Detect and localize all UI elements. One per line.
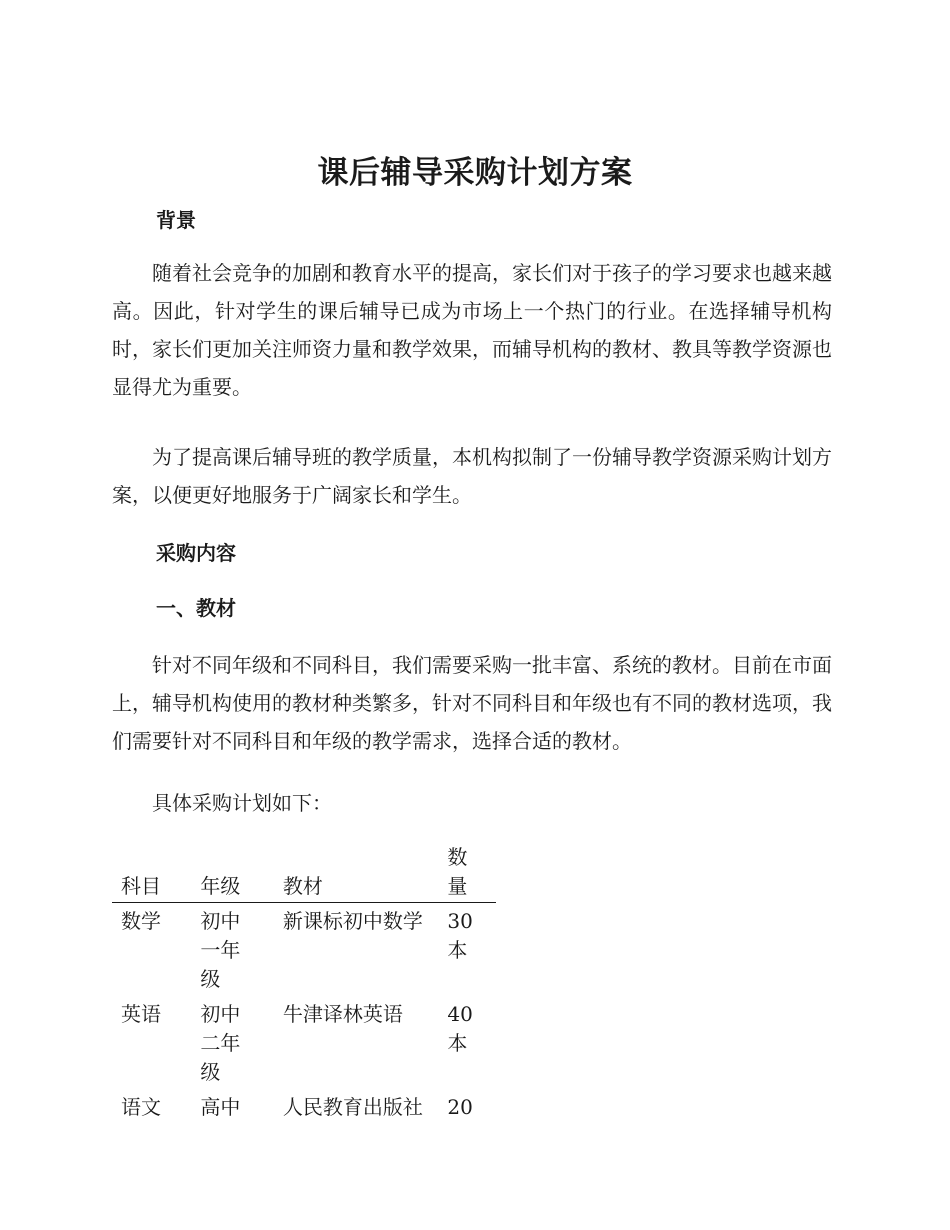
section-heading-background: 背景 — [156, 208, 196, 232]
column-header-grade: 年级 — [200, 874, 241, 898]
cell-grade — [191, 903, 274, 997]
table-row — [112, 996, 496, 1089]
cell-quantity — [438, 903, 496, 997]
table-row — [112, 903, 496, 997]
background-paragraph-1: 随着社会竞争的加剧和教育水平的提高，家长们对于孩子的学习要求也越来越高。因此，针对学生的课后辅导已成为市场上一个热门的行业。在选择辅导机构时，家长们更加关注师资力量和教学效果，而辅导机构的教材、教具等教学资源也显得尤为重要。 — [112, 261, 832, 399]
cell-grade-text: 初中二年级 — [200, 1002, 241, 1084]
cell-subject: 数学 — [121, 909, 161, 933]
cell-quantity-text: 30本 — [447, 909, 473, 962]
cell-subject: 语文 — [121, 1095, 161, 1119]
cell-textbook: 牛津译林英语 — [282, 1002, 403, 1026]
cell-grade — [191, 996, 274, 1089]
cell-grade — [191, 1089, 274, 1124]
cell-quantity-text: 40本 — [447, 1002, 473, 1055]
purchase-table — [112, 842, 496, 1124]
plan-intro: 具体采购计划如下： — [152, 791, 332, 815]
cell-textbook: 人民教育出版社 — [282, 1095, 423, 1119]
cell-textbook: 新课标初中数学 — [282, 909, 423, 933]
table-row — [112, 1089, 496, 1124]
textbook-paragraph: 针对不同年级和不同科目，我们需要采购一批丰富、系统的教材。目前在市面上，辅导机构使用的教材种类繁多，针对不同科目和年级也有不同的教材选项，我们需要针对不同科目和年级的教学需求，选择合适的教材。 — [112, 653, 832, 753]
column-header-quantity — [438, 842, 496, 903]
column-header-textbook: 教材 — [282, 874, 323, 898]
column-header-subject: 科目 — [121, 874, 161, 898]
cell-grade-text: 高中 — [200, 1095, 241, 1119]
cell-quantity — [438, 1089, 496, 1124]
cell-subject: 英语 — [121, 1002, 161, 1026]
document-title: 课后辅导采购计划方案 — [317, 155, 633, 191]
column-header-quantity-text: 数量 — [447, 845, 468, 898]
section-heading-textbook: 一、教材 — [156, 596, 236, 620]
cell-quantity — [438, 996, 496, 1089]
cell-grade-text: 初中一年级 — [200, 909, 241, 991]
background-paragraph-2: 为了提高课后辅导班的教学质量，本机构拟制了一份辅导教学资源采购计划方案，以便更好地服务于广阔家长和学生。 — [112, 445, 832, 507]
section-heading-content: 采购内容 — [156, 541, 236, 565]
cell-quantity-text: 20 — [447, 1095, 473, 1119]
table-header-row — [112, 842, 496, 903]
